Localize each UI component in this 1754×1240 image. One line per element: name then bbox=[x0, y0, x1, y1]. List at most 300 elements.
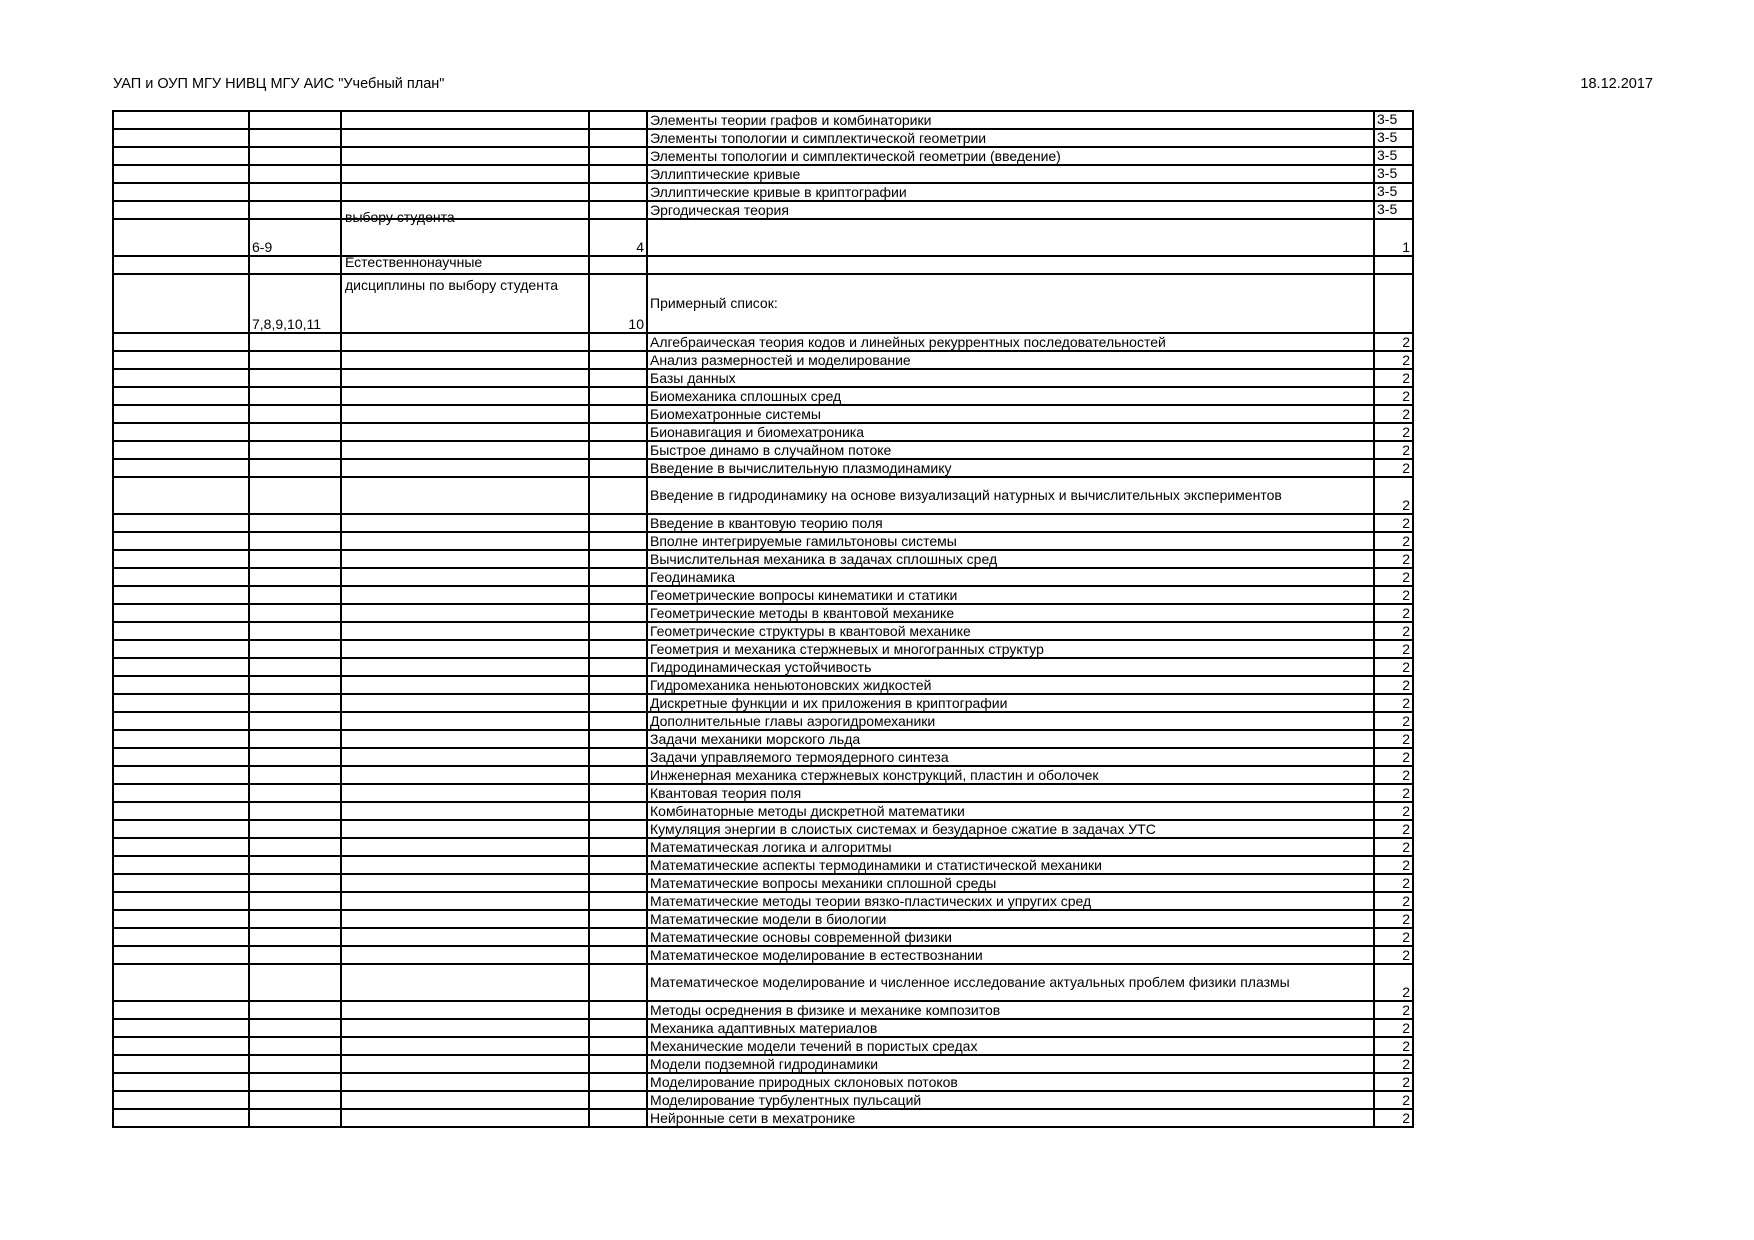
cell-blank bbox=[113, 274, 249, 333]
cell-value: 2 bbox=[1374, 730, 1413, 748]
cell-blank bbox=[113, 219, 249, 256]
cell-value: 2 bbox=[1374, 694, 1413, 712]
cell-credits bbox=[589, 838, 647, 856]
cell-credits bbox=[589, 748, 647, 766]
cell-discipline: Геодинамика bbox=[647, 568, 1374, 586]
cell-semesters bbox=[249, 183, 341, 201]
cell-blank bbox=[113, 604, 249, 622]
cell-discipline: Элементы теории графов и комбинаторики bbox=[647, 111, 1374, 129]
table-row bbox=[113, 874, 1413, 892]
cell-credits bbox=[589, 1109, 647, 1127]
cell-value: 2 bbox=[1374, 766, 1413, 784]
table-row bbox=[113, 201, 1413, 219]
cell-blank bbox=[113, 928, 249, 946]
cell-blank bbox=[113, 622, 249, 640]
cell-blank bbox=[113, 568, 249, 586]
cell-blank bbox=[113, 351, 249, 369]
table-row bbox=[113, 586, 1413, 604]
table-row bbox=[113, 405, 1413, 423]
cell-semesters bbox=[249, 459, 341, 477]
cell-value bbox=[1374, 274, 1413, 333]
cell-value: 2 bbox=[1374, 1001, 1413, 1019]
cell-blank bbox=[113, 147, 249, 165]
cell-group bbox=[341, 333, 589, 351]
cell-blank bbox=[113, 256, 249, 274]
cell-group bbox=[341, 274, 589, 333]
cell-credits bbox=[589, 928, 647, 946]
cell-value: 2 bbox=[1374, 856, 1413, 874]
cell-semesters bbox=[249, 604, 341, 622]
table-row bbox=[113, 111, 1413, 129]
cell-discipline: Быстрое динамо в случайном потоке bbox=[647, 441, 1374, 459]
cell-discipline: Геометрические методы в квантовой механике bbox=[647, 604, 1374, 622]
cell-group bbox=[341, 387, 589, 405]
table-row bbox=[113, 514, 1413, 532]
cell-credits bbox=[589, 477, 647, 514]
cell-value: 2 bbox=[1374, 1109, 1413, 1127]
cell-semesters bbox=[249, 550, 341, 568]
group-label: дисциплины по выбору студента bbox=[345, 277, 558, 293]
cell-blank bbox=[113, 676, 249, 694]
cell-discipline: Математические основы современной физики bbox=[647, 928, 1374, 946]
cell-semesters bbox=[249, 802, 341, 820]
cell-semesters bbox=[249, 766, 341, 784]
cell-credits bbox=[589, 441, 647, 459]
cell-semesters bbox=[249, 730, 341, 748]
table-row bbox=[113, 568, 1413, 586]
cell-group bbox=[341, 514, 589, 532]
cell-discipline: Бионавигация и биомехатроника bbox=[647, 423, 1374, 441]
print-date: 18.12.2017 bbox=[1580, 76, 1653, 92]
table-row bbox=[113, 532, 1413, 550]
cell-blank bbox=[113, 586, 249, 604]
cell-discipline: Введение в гидродинамику на основе визуализаций натурных и вычислительных экспериментов bbox=[647, 477, 1374, 514]
table-row bbox=[113, 1019, 1413, 1037]
cell-value: 3-5 bbox=[1374, 147, 1413, 165]
cell-group bbox=[341, 1001, 589, 1019]
cell-semesters bbox=[249, 111, 341, 129]
cell-discipline: Математические аспекты термодинамики и статистической механики bbox=[647, 856, 1374, 874]
cell-semesters bbox=[249, 441, 341, 459]
cell-semesters bbox=[249, 201, 341, 219]
cell-group bbox=[341, 1019, 589, 1037]
cell-discipline: Математические модели в биологии bbox=[647, 910, 1374, 928]
cell-semesters: 6-9 bbox=[249, 219, 341, 256]
cell-value: 3-5 bbox=[1374, 111, 1413, 129]
cell-value: 2 bbox=[1374, 351, 1413, 369]
cell-value: 2 bbox=[1374, 910, 1413, 928]
cell-value: 3-5 bbox=[1374, 129, 1413, 147]
cell-discipline: Математическая логика и алгоритмы bbox=[647, 838, 1374, 856]
cell-discipline: Нейронные сети в мехатронике bbox=[647, 1109, 1374, 1127]
table-row bbox=[113, 910, 1413, 928]
cell-value: 2 bbox=[1374, 369, 1413, 387]
cell-group bbox=[341, 964, 589, 1001]
cell-value: 2 bbox=[1374, 838, 1413, 856]
cell-semesters bbox=[249, 640, 341, 658]
cell-blank bbox=[113, 856, 249, 874]
cell-credits bbox=[589, 1001, 647, 1019]
cell-blank bbox=[113, 802, 249, 820]
cell-value: 2 bbox=[1374, 928, 1413, 946]
cell-semesters bbox=[249, 838, 341, 856]
table-row bbox=[113, 838, 1413, 856]
cell-value: 2 bbox=[1374, 712, 1413, 730]
cell-group bbox=[341, 802, 589, 820]
cell-semesters bbox=[249, 129, 341, 147]
cell-value: 2 bbox=[1374, 333, 1413, 351]
table-row bbox=[113, 183, 1413, 201]
cell-discipline: Инженерная механика стержневых конструкций, пластин и оболочек bbox=[647, 766, 1374, 784]
cell-credits bbox=[589, 405, 647, 423]
table-row bbox=[113, 129, 1413, 147]
cell-value: 2 bbox=[1374, 514, 1413, 532]
cell-semesters bbox=[249, 748, 341, 766]
cell-group bbox=[341, 586, 589, 604]
cell-semesters bbox=[249, 856, 341, 874]
cell-blank bbox=[113, 387, 249, 405]
cell-semesters bbox=[249, 892, 341, 910]
cell-value bbox=[1374, 256, 1413, 274]
cell-credits bbox=[589, 640, 647, 658]
group-label: выбору студента bbox=[345, 209, 455, 225]
cell-value: 2 bbox=[1374, 604, 1413, 622]
cell-group bbox=[341, 405, 589, 423]
cell-blank bbox=[113, 369, 249, 387]
cell-discipline: Модели подземной гидродинамики bbox=[647, 1055, 1374, 1073]
cell-semesters bbox=[249, 514, 341, 532]
cell-credits bbox=[589, 550, 647, 568]
cell-blank bbox=[113, 694, 249, 712]
cell-semesters bbox=[249, 658, 341, 676]
cell-blank bbox=[113, 892, 249, 910]
cell-credits bbox=[589, 622, 647, 640]
cell-credits bbox=[589, 730, 647, 748]
cell-blank bbox=[113, 838, 249, 856]
cell-value: 2 bbox=[1374, 892, 1413, 910]
cell-discipline: Кумуляция энергии в слоистых системах и безударное сжатие в задачах УТС bbox=[647, 820, 1374, 838]
cell-semesters bbox=[249, 165, 341, 183]
cell-blank bbox=[113, 423, 249, 441]
cell-discipline: Задачи механики морского льда bbox=[647, 730, 1374, 748]
cell-semesters bbox=[249, 1091, 341, 1109]
cell-credits bbox=[589, 1019, 647, 1037]
cell-blank bbox=[113, 477, 249, 514]
cell-discipline: Геометрия и механика стержневых и многогранных структур bbox=[647, 640, 1374, 658]
cell-credits: 4 bbox=[589, 219, 647, 256]
cell-value: 2 bbox=[1374, 658, 1413, 676]
cell-semesters bbox=[249, 477, 341, 514]
cell-credits bbox=[589, 111, 647, 129]
cell-credits bbox=[589, 129, 647, 147]
cell-discipline: Моделирование турбулентных пульсаций bbox=[647, 1091, 1374, 1109]
cell-value: 2 bbox=[1374, 802, 1413, 820]
cell-discipline: Введение в вычислительную плазмодинамику bbox=[647, 459, 1374, 477]
cell-group bbox=[341, 351, 589, 369]
table-row bbox=[113, 550, 1413, 568]
cell-discipline: Комбинаторные методы дискретной математики bbox=[647, 802, 1374, 820]
cell-discipline: Задачи управляемого термоядерного синтеза bbox=[647, 748, 1374, 766]
cell-credits bbox=[589, 712, 647, 730]
table-row bbox=[113, 658, 1413, 676]
cell-group bbox=[341, 892, 589, 910]
cell-group bbox=[341, 550, 589, 568]
cell-semesters bbox=[249, 1073, 341, 1091]
cell-value: 3-5 bbox=[1374, 165, 1413, 183]
table-row bbox=[113, 459, 1413, 477]
table-row bbox=[113, 820, 1413, 838]
cell-value: 2 bbox=[1374, 964, 1413, 1001]
cell-semesters bbox=[249, 532, 341, 550]
cell-discipline: Геометрические вопросы кинематики и статики bbox=[647, 586, 1374, 604]
cell-semesters bbox=[249, 1037, 341, 1055]
cell-credits bbox=[589, 802, 647, 820]
cell-value: 2 bbox=[1374, 532, 1413, 550]
cell-blank bbox=[113, 748, 249, 766]
table-row bbox=[113, 1037, 1413, 1055]
cell-discipline: Алгебраическая теория кодов и линейных рекуррентных последовательностей bbox=[647, 333, 1374, 351]
table-row bbox=[113, 423, 1413, 441]
table-row bbox=[113, 219, 1413, 256]
cell-credits bbox=[589, 658, 647, 676]
cell-value: 2 bbox=[1374, 586, 1413, 604]
cell-group bbox=[341, 1109, 589, 1127]
table-row bbox=[113, 946, 1413, 964]
cell-credits bbox=[589, 694, 647, 712]
cell-value: 2 bbox=[1374, 676, 1413, 694]
cell-blank bbox=[113, 712, 249, 730]
cell-semesters bbox=[249, 369, 341, 387]
cell-discipline: Элементы топологии и симплектической геометрии (введение) bbox=[647, 147, 1374, 165]
cell-group bbox=[341, 838, 589, 856]
cell-discipline: Дискретные функции и их приложения в криптографии bbox=[647, 694, 1374, 712]
cell-value: 2 bbox=[1374, 748, 1413, 766]
cell-semesters bbox=[249, 1019, 341, 1037]
cell-credits bbox=[589, 387, 647, 405]
cell-blank bbox=[113, 333, 249, 351]
cell-group bbox=[341, 111, 589, 129]
cell-discipline: Биомеханика сплошных сред bbox=[647, 387, 1374, 405]
cell-group bbox=[341, 622, 589, 640]
cell-semesters bbox=[249, 405, 341, 423]
cell-blank bbox=[113, 658, 249, 676]
cell-group bbox=[341, 1055, 589, 1073]
cell-discipline: Гидродинамическая устойчивость bbox=[647, 658, 1374, 676]
cell-group bbox=[341, 604, 589, 622]
cell-credits bbox=[589, 369, 647, 387]
cell-value: 2 bbox=[1374, 1055, 1413, 1073]
cell-group bbox=[341, 165, 589, 183]
cell-value: 3-5 bbox=[1374, 183, 1413, 201]
cell-group bbox=[341, 1037, 589, 1055]
cell-blank bbox=[113, 730, 249, 748]
cell-value: 2 bbox=[1374, 550, 1413, 568]
cell-semesters bbox=[249, 147, 341, 165]
cell-semesters bbox=[249, 910, 341, 928]
cell-discipline: Гидромеханика неньютоновских жидкостей bbox=[647, 676, 1374, 694]
cell-credits bbox=[589, 568, 647, 586]
cell-group bbox=[341, 712, 589, 730]
cell-semesters bbox=[249, 256, 341, 274]
cell-blank bbox=[113, 532, 249, 550]
system-title: УАП и ОУП МГУ НИВЦ МГУ АИС "Учебный план" bbox=[113, 76, 445, 92]
cell-discipline: Базы данных bbox=[647, 369, 1374, 387]
cell-group bbox=[341, 369, 589, 387]
cell-credits bbox=[589, 946, 647, 964]
table-row bbox=[113, 1055, 1413, 1073]
table-row bbox=[113, 964, 1413, 1001]
cell-blank bbox=[113, 111, 249, 129]
cell-value: 2 bbox=[1374, 441, 1413, 459]
cell-discipline bbox=[647, 219, 1374, 256]
cell-value: 1 bbox=[1374, 219, 1413, 256]
cell-semesters bbox=[249, 387, 341, 405]
cell-blank bbox=[113, 1073, 249, 1091]
cell-value: 2 bbox=[1374, 1091, 1413, 1109]
cell-group bbox=[341, 1091, 589, 1109]
cell-blank bbox=[113, 910, 249, 928]
cell-discipline: Методы осреднения в физике и механике композитов bbox=[647, 1001, 1374, 1019]
cell-group bbox=[341, 459, 589, 477]
cell-credits bbox=[589, 820, 647, 838]
table-row bbox=[113, 766, 1413, 784]
cell-discipline: Математическое моделирование в естествознании bbox=[647, 946, 1374, 964]
cell-value: 2 bbox=[1374, 1037, 1413, 1055]
cell-semesters: 7,8,9,10,11 bbox=[249, 274, 341, 333]
cell-discipline: Анализ размерностей и моделирование bbox=[647, 351, 1374, 369]
table-row bbox=[113, 387, 1413, 405]
cell-blank bbox=[113, 183, 249, 201]
cell-blank bbox=[113, 640, 249, 658]
cell-discipline: Геометрические структуры в квантовой механике bbox=[647, 622, 1374, 640]
table-row bbox=[113, 856, 1413, 874]
cell-group bbox=[341, 910, 589, 928]
cell-discipline: Вполне интегрируемые гамильтоновы системы bbox=[647, 532, 1374, 550]
cell-group bbox=[341, 748, 589, 766]
cell-credits bbox=[589, 586, 647, 604]
cell-group bbox=[341, 441, 589, 459]
cell-credits bbox=[589, 147, 647, 165]
cell-credits bbox=[589, 351, 647, 369]
cell-group bbox=[341, 874, 589, 892]
cell-blank bbox=[113, 441, 249, 459]
cell-group bbox=[341, 946, 589, 964]
cell-discipline: Биомехатронные системы bbox=[647, 405, 1374, 423]
cell-group bbox=[341, 766, 589, 784]
cell-blank bbox=[113, 1055, 249, 1073]
cell-group bbox=[341, 820, 589, 838]
cell-credits bbox=[589, 856, 647, 874]
cell-blank bbox=[113, 550, 249, 568]
cell-credits bbox=[589, 964, 647, 1001]
cell-blank bbox=[113, 129, 249, 147]
cell-credits bbox=[589, 514, 647, 532]
cell-semesters bbox=[249, 622, 341, 640]
cell-value: 3-5 bbox=[1374, 201, 1413, 219]
cell-semesters bbox=[249, 874, 341, 892]
cell-semesters bbox=[249, 712, 341, 730]
cell-value: 2 bbox=[1374, 946, 1413, 964]
table-row bbox=[113, 147, 1413, 165]
cell-group bbox=[341, 856, 589, 874]
cell-group bbox=[341, 694, 589, 712]
cell-credits bbox=[589, 1037, 647, 1055]
cell-credits bbox=[589, 1091, 647, 1109]
cell-discipline: Эллиптические кривые в криптографии bbox=[647, 183, 1374, 201]
table-row bbox=[113, 1001, 1413, 1019]
cell-semesters bbox=[249, 351, 341, 369]
cell-semesters bbox=[249, 928, 341, 946]
cell-blank bbox=[113, 165, 249, 183]
table-row bbox=[113, 1109, 1413, 1127]
cell-discipline: Математическое моделирование и численное исследование актуальных проблем физики плазмы bbox=[647, 964, 1374, 1001]
cell-blank bbox=[113, 514, 249, 532]
cell-credits bbox=[589, 183, 647, 201]
table-row bbox=[113, 369, 1413, 387]
table-row bbox=[113, 441, 1413, 459]
cell-credits bbox=[589, 766, 647, 784]
cell-semesters bbox=[249, 784, 341, 802]
cell-group bbox=[341, 532, 589, 550]
cell-blank bbox=[113, 874, 249, 892]
cell-credits bbox=[589, 910, 647, 928]
table-row bbox=[113, 892, 1413, 910]
table-row bbox=[113, 165, 1413, 183]
cell-discipline: Математические вопросы механики сплошной среды bbox=[647, 874, 1374, 892]
cell-semesters bbox=[249, 1109, 341, 1127]
cell-discipline: Элементы топологии и симплектической геометрии bbox=[647, 129, 1374, 147]
cell-group bbox=[341, 209, 589, 256]
cell-group bbox=[341, 1073, 589, 1091]
table-row bbox=[113, 748, 1413, 766]
cell-blank bbox=[113, 820, 249, 838]
cell-value: 2 bbox=[1374, 820, 1413, 838]
table-row bbox=[113, 784, 1413, 802]
table-row bbox=[113, 622, 1413, 640]
cell-value: 2 bbox=[1374, 1073, 1413, 1091]
cell-blank bbox=[113, 1019, 249, 1037]
cell-value: 2 bbox=[1374, 423, 1413, 441]
cell-semesters bbox=[249, 694, 341, 712]
cell-group bbox=[341, 784, 589, 802]
group-label: Естественнонаучные bbox=[345, 254, 483, 270]
cell-semesters bbox=[249, 1001, 341, 1019]
cell-credits bbox=[589, 1055, 647, 1073]
cell-credits bbox=[589, 532, 647, 550]
cell-semesters bbox=[249, 1055, 341, 1073]
table-row bbox=[113, 676, 1413, 694]
table-row bbox=[113, 928, 1413, 946]
cell-discipline: Моделирование природных склоновых потоков bbox=[647, 1073, 1374, 1091]
cell-semesters bbox=[249, 333, 341, 351]
cell-credits bbox=[589, 333, 647, 351]
cell-group bbox=[341, 568, 589, 586]
cell-group bbox=[341, 676, 589, 694]
cell-blank bbox=[113, 405, 249, 423]
cell-value: 2 bbox=[1374, 1019, 1413, 1037]
cell-blank bbox=[113, 766, 249, 784]
cell-group bbox=[341, 640, 589, 658]
cell-credits bbox=[589, 256, 647, 274]
table-row bbox=[113, 640, 1413, 658]
cell-credits bbox=[589, 1073, 647, 1091]
table-row bbox=[113, 604, 1413, 622]
cell-group bbox=[341, 147, 589, 165]
cell-group bbox=[341, 256, 589, 274]
cell-blank bbox=[113, 1109, 249, 1127]
cell-blank bbox=[113, 201, 249, 219]
cell-group bbox=[341, 183, 589, 201]
